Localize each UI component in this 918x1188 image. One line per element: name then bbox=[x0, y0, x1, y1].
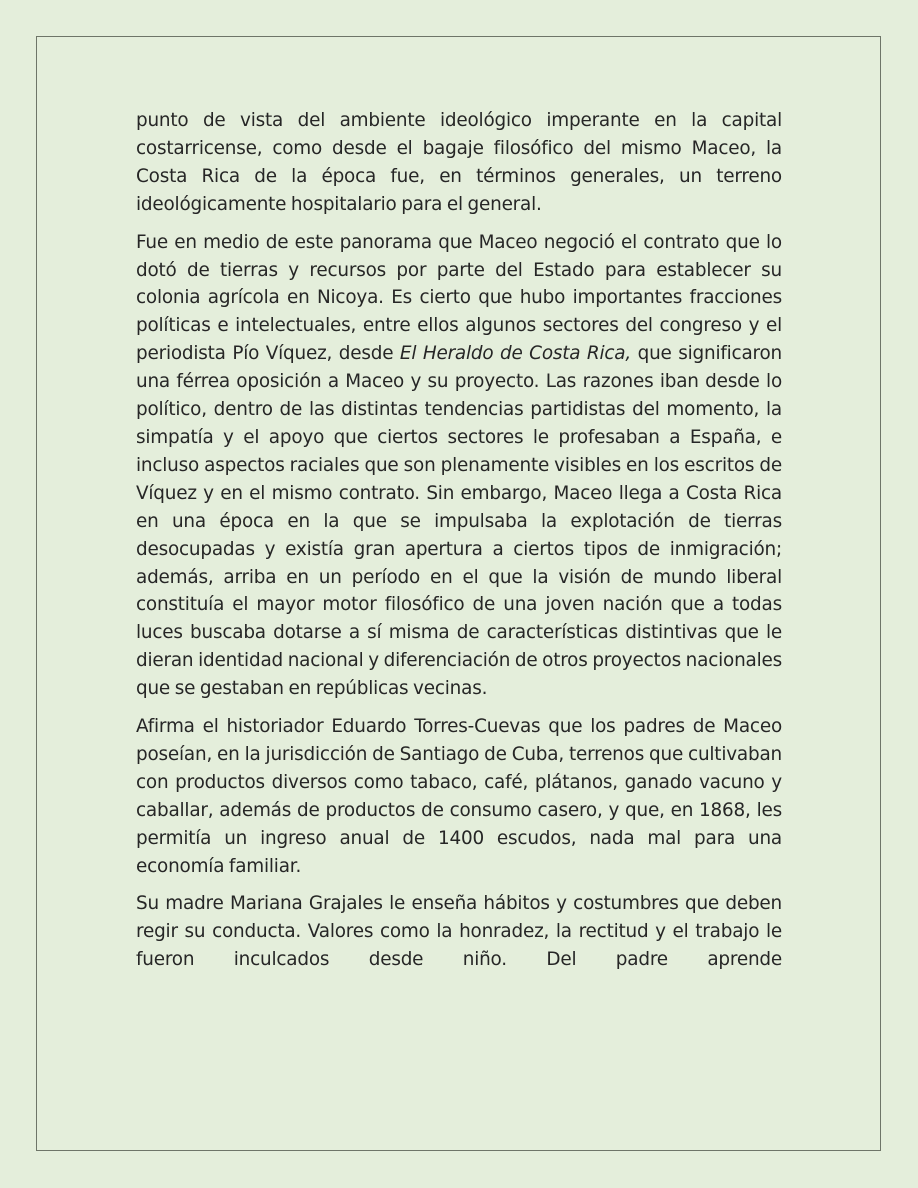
paragraph-4: Su madre Mariana Grajales le enseña hábitos y costumbres que deben regir su conducta. Valores como la honradez, la rectitud y el trabajo le fueron inculcados desde niño. Del padre aprende bbox=[136, 893, 782, 971]
body-text bbox=[136, 107, 782, 974]
paragraph-2-part-2: que significaron una férrea oposición a Maceo y su proyecto. Las razones iban desde lo político, dentro de las distintas tendencias partidistas del momento, la simpatía y el apoyo que ciertos sectores le profesaban a España, e incluso aspectos raciales que son plenamente visibles en los escritos de Víquez y en el mismo contrato. Sin embargo, Maceo llega a Costa Rica en una época en la que se impulsaba la explotación de tierras desocupadas y existía gran apertura a ciertos tipos de inmigración; además, arriba en un período en el que la visión de mundo liberal constituía el mayor motor filosófico de una joven nación que a todas luces buscaba dotarse a sí misma de características distintivas que le dieran identidad nacional y diferenciación de otros proyectos nacionales que se gestaban en repúblicas vecinas. bbox=[136, 343, 782, 700]
paragraph-3: Afirma el historiador Eduardo Torres-Cuevas que los padres de Maceo poseían, en la jurisdicción de Santiago de Cuba, terrenos que cultivaban con productos diversos como tabaco, café, plátanos, ganado vacuno y caballar, además de productos de consumo casero, y que, en 1868, les permitía un ingreso anual de 1400 escudos, nada mal para una economía familiar. bbox=[136, 716, 782, 877]
newspaper-title: El Heraldo de Costa Rica, bbox=[399, 343, 632, 365]
paragraph-2-part-1: Fue en medio de este panorama que Maceo negoció el contrato que lo dotó de tierras y recursos por parte del Estado para establecer su colonia agrícola en Nicoya. Es cierto que hubo importantes fracciones políticas e intelectuales, entre ellos algunos sectores del congreso y el periodista Pío Víquez, desde bbox=[136, 231, 782, 365]
paragraph-2 bbox=[136, 229, 782, 703]
paragraph-1: punto de vista del ambiente ideológico imperante en la capital costarricense, como desde el bagaje filosófico del mismo Maceo, la Costa Rica de la época fue, en términos generales, un terreno ideológicamente hospitalario para el general. bbox=[136, 110, 782, 215]
